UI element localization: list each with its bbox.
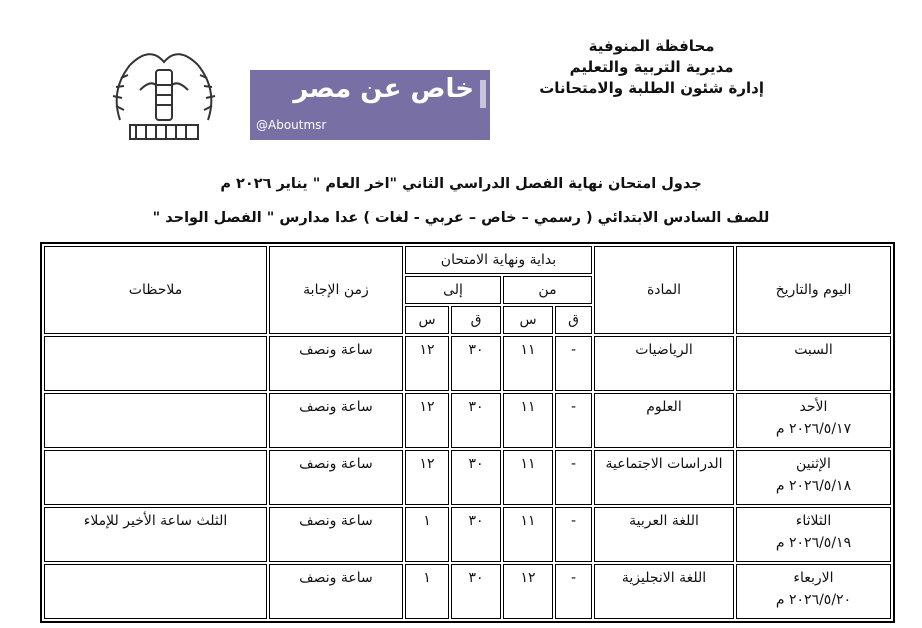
cell-from-min: - xyxy=(555,450,592,505)
exam-date: ٢٠٢٦/٥/١٧ م xyxy=(775,421,852,437)
cell-to-hour: ١٢ xyxy=(405,450,449,505)
header-to-minute: ق xyxy=(451,306,501,334)
cell-notes xyxy=(44,393,267,448)
cell-to-hour: ١٢ xyxy=(405,393,449,448)
watermark-overlay xyxy=(250,70,490,140)
cell-from-min: - xyxy=(555,507,592,562)
day-name: الإثنين xyxy=(796,456,831,472)
day-name: الاربعاء xyxy=(793,570,834,586)
cell-notes xyxy=(44,564,267,619)
cell-subject: العلوم xyxy=(594,393,734,448)
day-name: السبت xyxy=(794,342,833,358)
exam-date: ٢٠٢٦/٥/١٩ م xyxy=(775,535,852,551)
cell-from-hour: ١١ xyxy=(503,450,553,505)
cell-duration: ساعة ونصف xyxy=(269,450,403,505)
cell-duration: ساعة ونصف xyxy=(269,336,403,391)
table-row xyxy=(44,393,891,448)
cell-from-min: - xyxy=(555,336,592,391)
day-name: الأحد xyxy=(799,399,828,415)
cell-from-hour: ١١ xyxy=(503,393,553,448)
cell-to-hour: ١٢ xyxy=(405,336,449,391)
cell-from-hour: ١١ xyxy=(503,507,553,562)
cell-notes: الثلث ساعة الأخير للإملاء xyxy=(44,507,267,562)
cell-subject: اللغة الانجليزية xyxy=(594,564,734,619)
header-to-hour: س xyxy=(405,306,449,334)
schedule-title: جدول امتحان نهاية الفصل الدراسي الثاني "اخر العام " يناير ٢٠٢٦ م xyxy=(220,176,702,192)
header-to: إلى xyxy=(405,276,501,304)
directorate: مديرية التربية والتعليم xyxy=(569,58,734,76)
cell-duration: ساعة ونصف xyxy=(269,507,403,562)
exam-date: ٢٠٢٦/٥/٢٠ م xyxy=(775,592,852,608)
cell-day xyxy=(736,336,891,391)
watermark-bar xyxy=(480,80,486,108)
cell-duration: ساعة ونصف xyxy=(269,393,403,448)
table-row xyxy=(44,336,891,391)
cell-to-min: ٣٠ xyxy=(451,450,501,505)
department: إدارة شئون الطلبة والامتحانات xyxy=(539,79,764,97)
cell-from-hour: ١١ xyxy=(503,336,553,391)
exam-date: ٢٠٢٦/٥/١٨ م xyxy=(775,478,852,494)
table-row xyxy=(44,507,891,562)
cell-notes xyxy=(44,450,267,505)
day-name: الثلاثاء xyxy=(795,513,832,529)
cell-from-min: - xyxy=(555,393,592,448)
issuer-header xyxy=(539,36,764,99)
cell-day xyxy=(736,507,891,562)
cell-subject: اللغة العربية xyxy=(594,507,734,562)
header-exam-span: بداية ونهاية الامتحان xyxy=(405,246,592,274)
cell-to-min: ٣٠ xyxy=(451,507,501,562)
header-from-hour: س xyxy=(503,306,553,334)
exam-table xyxy=(40,242,895,623)
cell-to-hour: ١ xyxy=(405,564,449,619)
cell-subject: الرياضيات xyxy=(594,336,734,391)
cell-to-min: ٣٠ xyxy=(451,564,501,619)
header-from: من xyxy=(503,276,592,304)
schedule-subtitle: للصف السادس الابتدائي ( رسمي – خاص – عربي - لغات ) عدا مدارس " الفصل الواحد " xyxy=(152,210,770,226)
header-notes: ملاحظات xyxy=(44,246,267,334)
header-from-minute: ق xyxy=(555,306,592,334)
governorate-emblem-icon xyxy=(100,40,228,152)
watermark-brand: خاص عن مصر xyxy=(293,74,474,104)
cell-from-hour: ١٢ xyxy=(503,564,553,619)
watermark-handle: @Aboutmsr xyxy=(256,118,327,132)
cell-subject: الدراسات الاجتماعية xyxy=(594,450,734,505)
header-subject: المادة xyxy=(594,246,734,334)
cell-duration: ساعة ونصف xyxy=(269,564,403,619)
cell-to-hour: ١ xyxy=(405,507,449,562)
cell-day xyxy=(736,450,891,505)
governorate: محافظة المنوفية xyxy=(588,37,715,55)
table-row xyxy=(44,450,891,505)
cell-notes xyxy=(44,336,267,391)
header-day-date: اليوم والتاريخ xyxy=(736,246,891,334)
cell-to-min: ٣٠ xyxy=(451,336,501,391)
header-answer-time: زمن الإجابة xyxy=(269,246,403,334)
cell-day xyxy=(736,564,891,619)
table-row xyxy=(44,564,891,619)
cell-to-min: ٣٠ xyxy=(451,393,501,448)
cell-day xyxy=(736,393,891,448)
cell-from-min: - xyxy=(555,564,592,619)
